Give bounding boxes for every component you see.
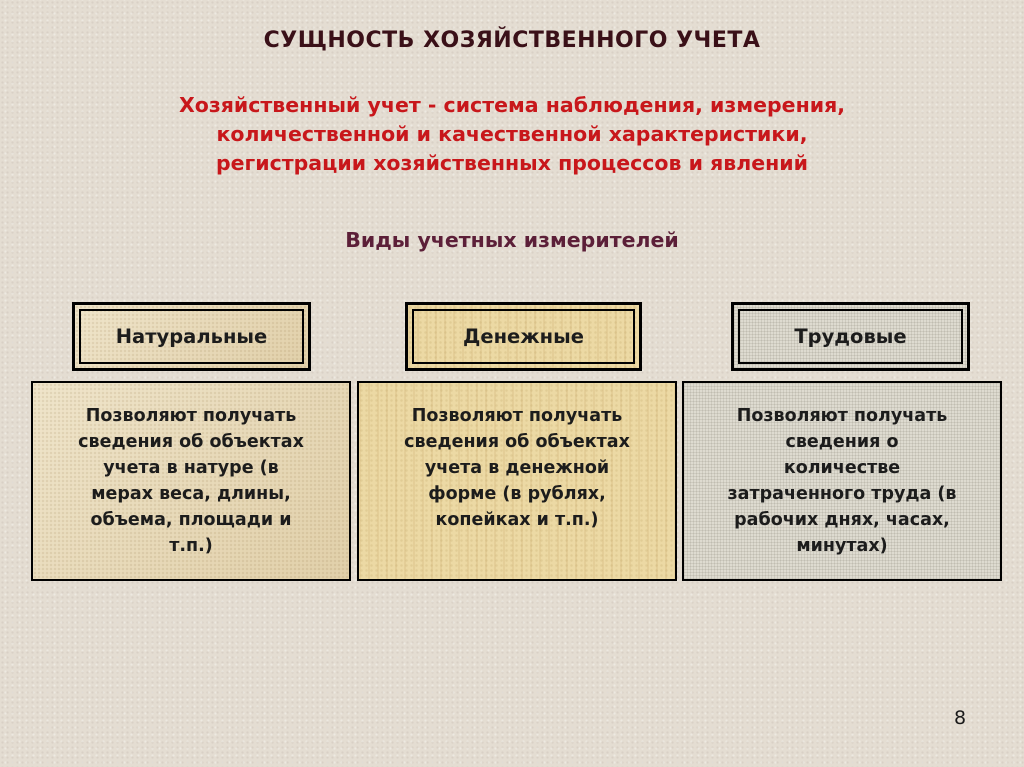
labor-description-line: сведения о [785, 432, 899, 452]
monetary-description-line: форме (в рублях, [428, 484, 606, 504]
natural-description-line: т.п.) [169, 536, 213, 556]
definition-text [60, 91, 964, 178]
monetary-description-line: учета в денежной [424, 458, 610, 478]
labor-description-box [682, 381, 1002, 581]
definition-line-3: регистрации хозяйственных процессов и явлений [215, 151, 809, 175]
page-number: 8 [953, 707, 967, 729]
natural-header-box [72, 302, 311, 371]
monetary-description-box [357, 381, 677, 581]
definition-line-1: Хозяйственный учет - система наблюдения, измерения, [178, 93, 846, 117]
labor-description-line: затраченного труда (в [727, 484, 957, 504]
natural-description-line: Позволяют получать [85, 406, 297, 426]
natural-description-line: учета в натуре (в [103, 458, 279, 478]
labor-description-line: минутах) [796, 536, 888, 556]
monetary-description-line: копейках и т.п.) [435, 510, 599, 530]
natural-description-line: сведения об объектах [78, 432, 304, 452]
labor-header-label: Трудовые [738, 309, 963, 364]
slide-title: СУЩНОСТЬ ХОЗЯЙСТВЕННОГО УЧЕТА [263, 28, 761, 53]
labor-header-box [731, 302, 970, 371]
natural-header-label: Натуральные [79, 309, 304, 364]
natural-description-line: мерах веса, длины, [91, 484, 291, 504]
natural-description-box [31, 381, 351, 581]
monetary-header-box [405, 302, 642, 371]
measures-subheading: Виды учетных измерителей [345, 228, 679, 252]
monetary-header-label: Денежные [412, 309, 635, 364]
labor-description-line: рабочих днях, часах, [734, 510, 950, 530]
labor-description-line: Позволяют получать [736, 406, 948, 426]
natural-description-line: объема, площади и [90, 510, 292, 530]
monetary-description-line: Позволяют получать [411, 406, 623, 426]
definition-line-2: количественной и качественной характеристики, [216, 122, 808, 146]
labor-description-line: количестве [783, 458, 901, 478]
monetary-description-line: сведения об объектах [404, 432, 630, 452]
